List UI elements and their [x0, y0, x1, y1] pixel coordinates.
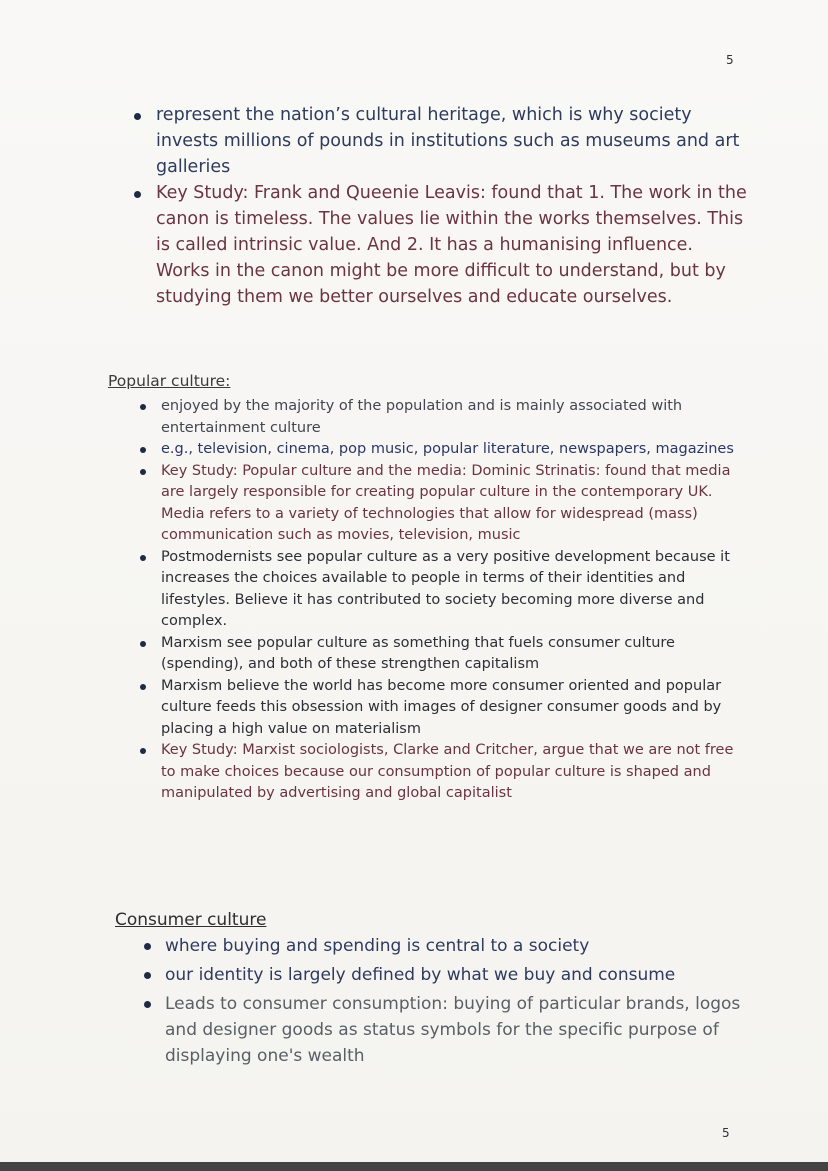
- list-item: Postmodernists see popular culture as a very positive development because it increases the choices available to people in terms of their identities and lifestyles. Believe it has contributed to society becoming more diverse and complex.: [132, 547, 742, 633]
- list-item: where buying and spending is central to a society: [138, 933, 748, 959]
- list-item-key-study-leavis: Key Study: Frank and Queenie Leavis: found that 1. The work in the canon is timeless. The values lie within the works themselves. This is called intrinsic value. And 2. It has a humanising influence. Works in the canon might be more difficult to understand, but by studying them we better ourselves and educate ourselves.: [128, 180, 748, 310]
- cultural-heritage-list: [128, 102, 748, 310]
- list-item: e.g., television, cinema, pop music, popular literature, newspapers, magazines: [132, 439, 742, 461]
- list-item: Leads to consumer consumption: buying of particular brands, logos and designer goods as status symbols for the specific purpose of displaying one's wealth: [138, 991, 748, 1069]
- list-item: our identity is largely defined by what we buy and consume: [138, 962, 748, 988]
- consumer-culture-list: [138, 933, 748, 1072]
- list-item: represent the nation’s cultural heritage, which is why society invests millions of pounds in institutions such as museums and art galleries: [128, 102, 748, 180]
- scan-bottom-edge: [0, 1162, 828, 1171]
- list-item-key-study-strinatis: Key Study: Popular culture and the media: Dominic Strinatis: found that media are largely responsible for creating popular culture in the contemporary UK. Media refers to a variety of technologies that allow for widespread (mass) communication such as movies, television, music: [132, 461, 742, 547]
- consumer-culture-heading: Consumer culture: [115, 910, 267, 930]
- popular-culture-list: [132, 396, 742, 805]
- popular-culture-heading: Popular culture:: [108, 372, 231, 390]
- list-item-key-study-clarke-critcher: Key Study: Marxist sociologists, Clarke and Critcher, argue that we are not free to make choices because our consumption of popular culture is shaped and manipulated by advertising and global capitalist: [132, 740, 742, 805]
- list-item: Marxism believe the world has become more consumer oriented and popular culture feeds this obsession with images of designer consumer goods and by placing a high value on materialism: [132, 676, 742, 741]
- page-number-top: 5: [726, 53, 734, 67]
- list-item: Marxism see popular culture as something that fuels consumer culture (spending), and both of these strengthen capitalism: [132, 633, 742, 676]
- page-number-bottom: 5: [722, 1126, 730, 1140]
- list-item: enjoyed by the majority of the population and is mainly associated with entertainment culture: [132, 396, 742, 439]
